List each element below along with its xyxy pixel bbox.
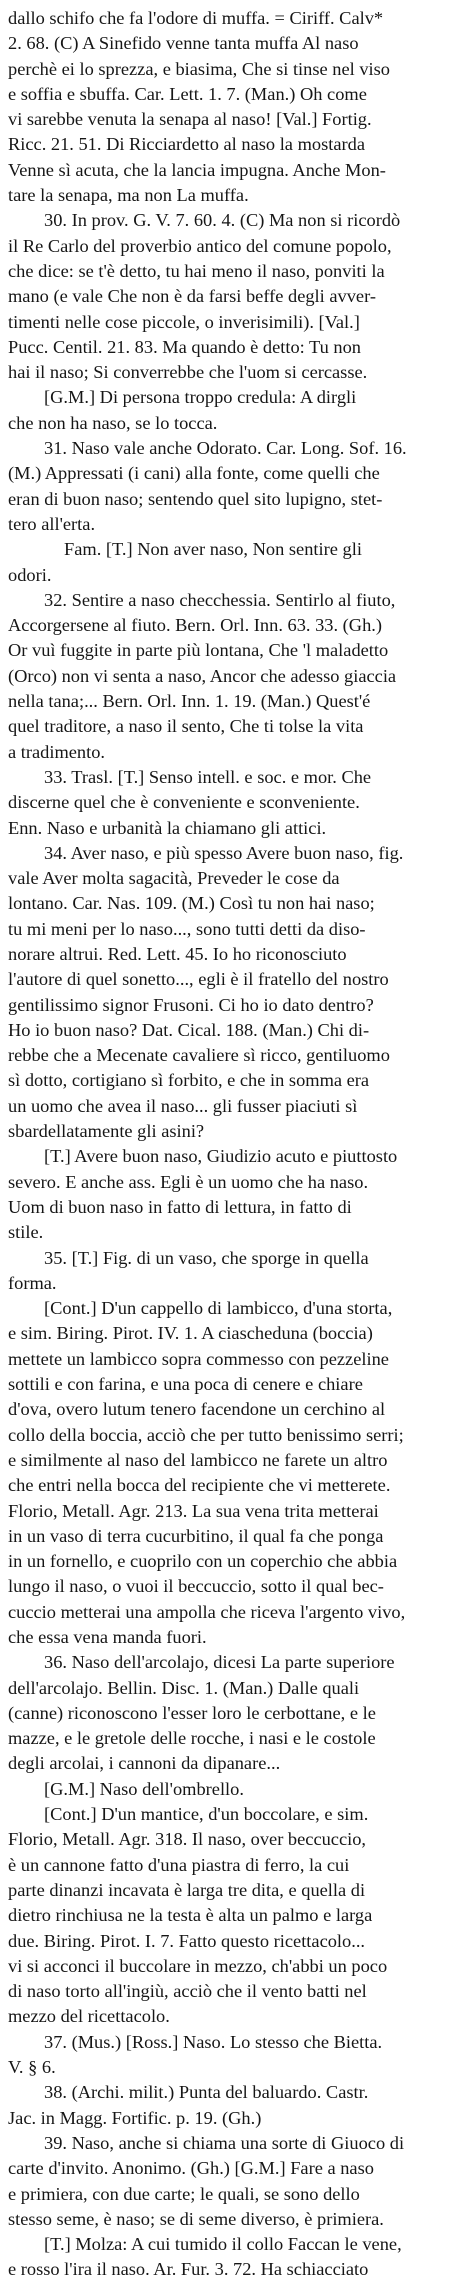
text-line: forma. xyxy=(8,1272,57,1293)
text-line: (M.) Appressati (i cani) alla fonte, come quelli che xyxy=(8,463,380,484)
text-line: che entri nella bocca del recipiente che vi metterete. xyxy=(8,1475,391,1496)
text-line: mazze, e le gretole delle rocche, i nasi e le costole xyxy=(8,1728,376,1749)
text-line: lontano. Car. Nas. 109. (M.) Così tu non hai naso; xyxy=(8,893,375,914)
text-line: (canne) riconoscono l'esser loro le cerbottane, e le xyxy=(8,1702,376,1723)
dictionary-entry-column xyxy=(8,6,462,2283)
text-line: vi sarebbe venuta la senapa al naso! [Val.] Fortig. xyxy=(8,109,372,130)
text-line: Enn. Naso e urbanità la chiamano gli attici. xyxy=(8,817,327,838)
text-line: Pucc. Centil. 21. 83. Ma quando è detto: Tu non xyxy=(8,336,361,357)
section-34-start: 34. Aver naso, e più spesso Avere buon naso, fig. xyxy=(44,842,404,863)
text-line: sì dotto, cortigiano sì forbito, e che in somma era xyxy=(8,1070,370,1091)
t-note: [T.] Avere buon naso, Giudizio acuto e piuttosto xyxy=(44,1146,398,1167)
text-line: norare altrui. Red. Lett. 45. Io ho riconosciuto xyxy=(8,943,347,964)
text-line: 2. 68. (C) A Sinefido venne tanta muffa Al naso xyxy=(8,33,359,54)
text-line: sbardellatamente gli asini? xyxy=(8,1121,205,1142)
text-line: lungo il naso, o vuoi il beccuccio, sotto il qual bec- xyxy=(8,1576,384,1597)
text-line: Venne sì acuta, che la lancia impugna. Anche Mon- xyxy=(8,159,386,180)
text-line: cuccio metterai una ampolla che riceva l'argento vivo, xyxy=(8,1601,406,1622)
gm-note: [G.M.] Di persona troppo credula: A dirgli xyxy=(44,387,357,408)
t-note: [T.] Molza: A cui tumido il collo Faccan le vene, xyxy=(44,2234,402,2255)
fam-note: Fam. [T.] Non aver naso, Non sentire gli xyxy=(64,539,362,560)
text-line: perchè ei lo sprezza, e biasima, Che si tinse nel viso xyxy=(8,58,390,79)
text-line: Accorgersene al fiuto. Bern. Orl. Inn. 63. 33. (Gh.) xyxy=(8,615,383,636)
text-line: Jac. in Magg. Fortific. p. 19. (Gh.) xyxy=(8,2107,262,2128)
text-line: gentilissimo signor Frusoni. Ci ho io dato dentro? xyxy=(8,994,374,1015)
text-line: l'autore di quel sonetto..., egli è il fratello del nostro xyxy=(8,969,389,990)
text-line: a tradimento. xyxy=(8,741,106,762)
text-line: tu mi meni per lo naso..., sono tutti detti da diso- xyxy=(8,918,366,939)
text-line: dietro rinchiusa ne la testa è alta un palmo e larga xyxy=(8,1905,373,1926)
text-line: due. Biring. Pirot. I. 7. Fatto questo ricettacolo... xyxy=(8,1930,366,1951)
section-36-start: 36. Naso dell'arcolajo, dicesi La parte superiore xyxy=(44,1652,395,1673)
text-line: collo della boccia, acciò che per tutto benissimo serri; xyxy=(8,1424,404,1445)
text-line: quel traditore, a naso il sento, Che ti tolse la vita xyxy=(8,716,364,737)
text-line: tare la senapa, ma non La muffa. xyxy=(8,185,249,206)
text-line: e rosso l'ira il naso. Ar. Fur. 3. 72. Ha schiacciato xyxy=(8,2259,369,2280)
section-35-start: 35. [T.] Fig. di un vaso, che sporge in quella xyxy=(44,1247,369,1268)
section-31-start: 31. Naso vale anche Odorato. Car. Long. Sof. 16. xyxy=(44,438,407,459)
text-line: vale Aver molta sagacità, Preveder le cose da xyxy=(8,868,340,889)
cont-note: [Cont.] D'un mantice, d'un boccolare, e sim. xyxy=(44,1804,369,1825)
text-line: rebbe che a Mecenate cavaliere sì ricco, gentiluomo xyxy=(8,1045,390,1066)
text-line: sottili e con farina, e una poca di cenere e chiare xyxy=(8,1374,363,1395)
text-line: e primiera, con due carte; le quali, se sono dello xyxy=(8,2183,360,2204)
text-line: tero all'erta. xyxy=(8,513,96,534)
text-line: parte dinanzi incavata è larga tre dita, e quella di xyxy=(8,1879,366,1900)
text-line: d'ova, overo lutum tenero facendone un cerchino al xyxy=(8,1399,386,1420)
section-30-start: 30. In prov. G. V. 7. 60. 4. (C) Ma non si ricordò xyxy=(44,210,401,231)
text-line: stile. xyxy=(8,1222,44,1243)
text-line: severo. E anche ass. Egli è un uomo che ha naso. xyxy=(8,1171,369,1192)
text-line: vi si acconci il buccolare in mezzo, ch'abbi un poco xyxy=(8,1955,388,1976)
text-line: un uomo che avea il naso... gli fusser piaciuti sì xyxy=(8,1095,358,1116)
text-line: hai il naso; Si converrebbe che l'uom si cercasse. xyxy=(8,362,368,383)
section-32-start: 32. Sentire a naso checchessia. Sentirlo al fiuto, xyxy=(44,589,396,610)
text-line: Florio, Metall. Agr. 213. La sua vena trita metterai xyxy=(8,1500,379,1521)
text-line: in un vaso di terra cucurbitino, il qual fa che ponga xyxy=(8,1525,384,1546)
text-line: nella tana;... Bern. Orl. Inn. 1. 19. (Man.) Quest'é xyxy=(8,691,371,712)
text-line: Florio, Metall. Agr. 318. Il naso, over beccuccio, xyxy=(8,1829,367,1850)
text-line: in un fornello, e cuoprilo con un coperchio che abbia xyxy=(8,1551,398,1572)
cont-note: [Cont.] D'un cappello di lambicco, d'una storta, xyxy=(44,1298,393,1319)
section-39-start: 39. Naso, anche si chiama una sorte di Giuoco di xyxy=(44,2132,405,2153)
text-line: Ricc. 21. 51. Di Ricciardetto al naso la mostarda xyxy=(8,134,365,155)
text-line: e sim. Biring. Pirot. IV. 1. A ciascheduna (boccia) xyxy=(8,1323,373,1344)
text-line: Uom di buon naso in fatto di lettura, in fatto di xyxy=(8,1196,352,1217)
text-line: timenti nelle cose piccole, o inverisimili). [Val.] xyxy=(8,311,360,332)
text-line: mettete un lambicco sopra commesso con pezzeline xyxy=(8,1348,389,1369)
text-line: di naso torto all'ingiù, acciò che il vento batti nel xyxy=(8,1981,367,2002)
text-line: che dice: se t'è detto, tu hai meno il naso, ponviti la xyxy=(8,260,385,281)
text-line: e soffia e sbuffa. Car. Lett. 1. 7. (Man.) Oh come xyxy=(8,83,367,104)
section-38-start: 38. (Archi. milit.) Punta del baluardo. Castr. xyxy=(44,2082,369,2103)
text-line: è un cannone fatto d'una piastra di ferro, la cui xyxy=(8,1854,350,1875)
text-line: Or vuì fuggite in parte più lontana, Che 'l maladetto xyxy=(8,640,389,661)
text-line: che non ha naso, se lo tocca. xyxy=(8,412,218,433)
text-line: dell'arcolajo. Bellin. Disc. 1. (Man.) Dalle quali xyxy=(8,1677,360,1698)
text-line: eran di buon naso; sentendo quel sito lupigno, stet- xyxy=(8,488,383,509)
text-line: degli arcolai, i cannoni da dipanare... xyxy=(8,1753,281,1774)
text-line: Ho io buon naso? Dat. Cical. 188. (Man.) Chi di- xyxy=(8,1019,370,1040)
gm-note: [G.M.] Naso dell'ombrello. xyxy=(44,1778,244,1799)
text-line: che essa vena manda fuori. xyxy=(8,1627,207,1647)
section-37-start: 37. (Mus.) [Ross.] Naso. Lo stesso che Bietta. xyxy=(44,2031,383,2052)
section-33-start: 33. Trasl. [T.] Senso intell. e soc. e mor. Che xyxy=(44,766,372,787)
text-line: e similmente al naso del lambicco ne farete un altro xyxy=(8,1449,388,1470)
text-line: (Orco) non vi senta a naso, Ancor che adesso giaccia xyxy=(8,665,397,686)
text-line: mano (e vale Che non è da farsi beffe degli avver- xyxy=(8,286,376,307)
text-line: odori. xyxy=(8,564,52,585)
text-line: stesso seme, è naso; se di seme diverso, è primiera. xyxy=(8,2208,384,2229)
text-line: mezzo del ricettacolo. xyxy=(8,2006,170,2027)
text-line: il Re Carlo del proverbio antico del comune popolo, xyxy=(8,235,392,256)
text-line: dallo schifo che fa l'odore di muffa. = Ciriff. Calv* xyxy=(8,8,384,28)
text-line: discerne quel che è conveniente e sconveniente. xyxy=(8,792,360,813)
text-line: carte d'invito. Anonimo. (Gh.) [G.M.] Fare a naso xyxy=(8,2158,374,2179)
text-line: V. § 6. xyxy=(8,2057,56,2078)
